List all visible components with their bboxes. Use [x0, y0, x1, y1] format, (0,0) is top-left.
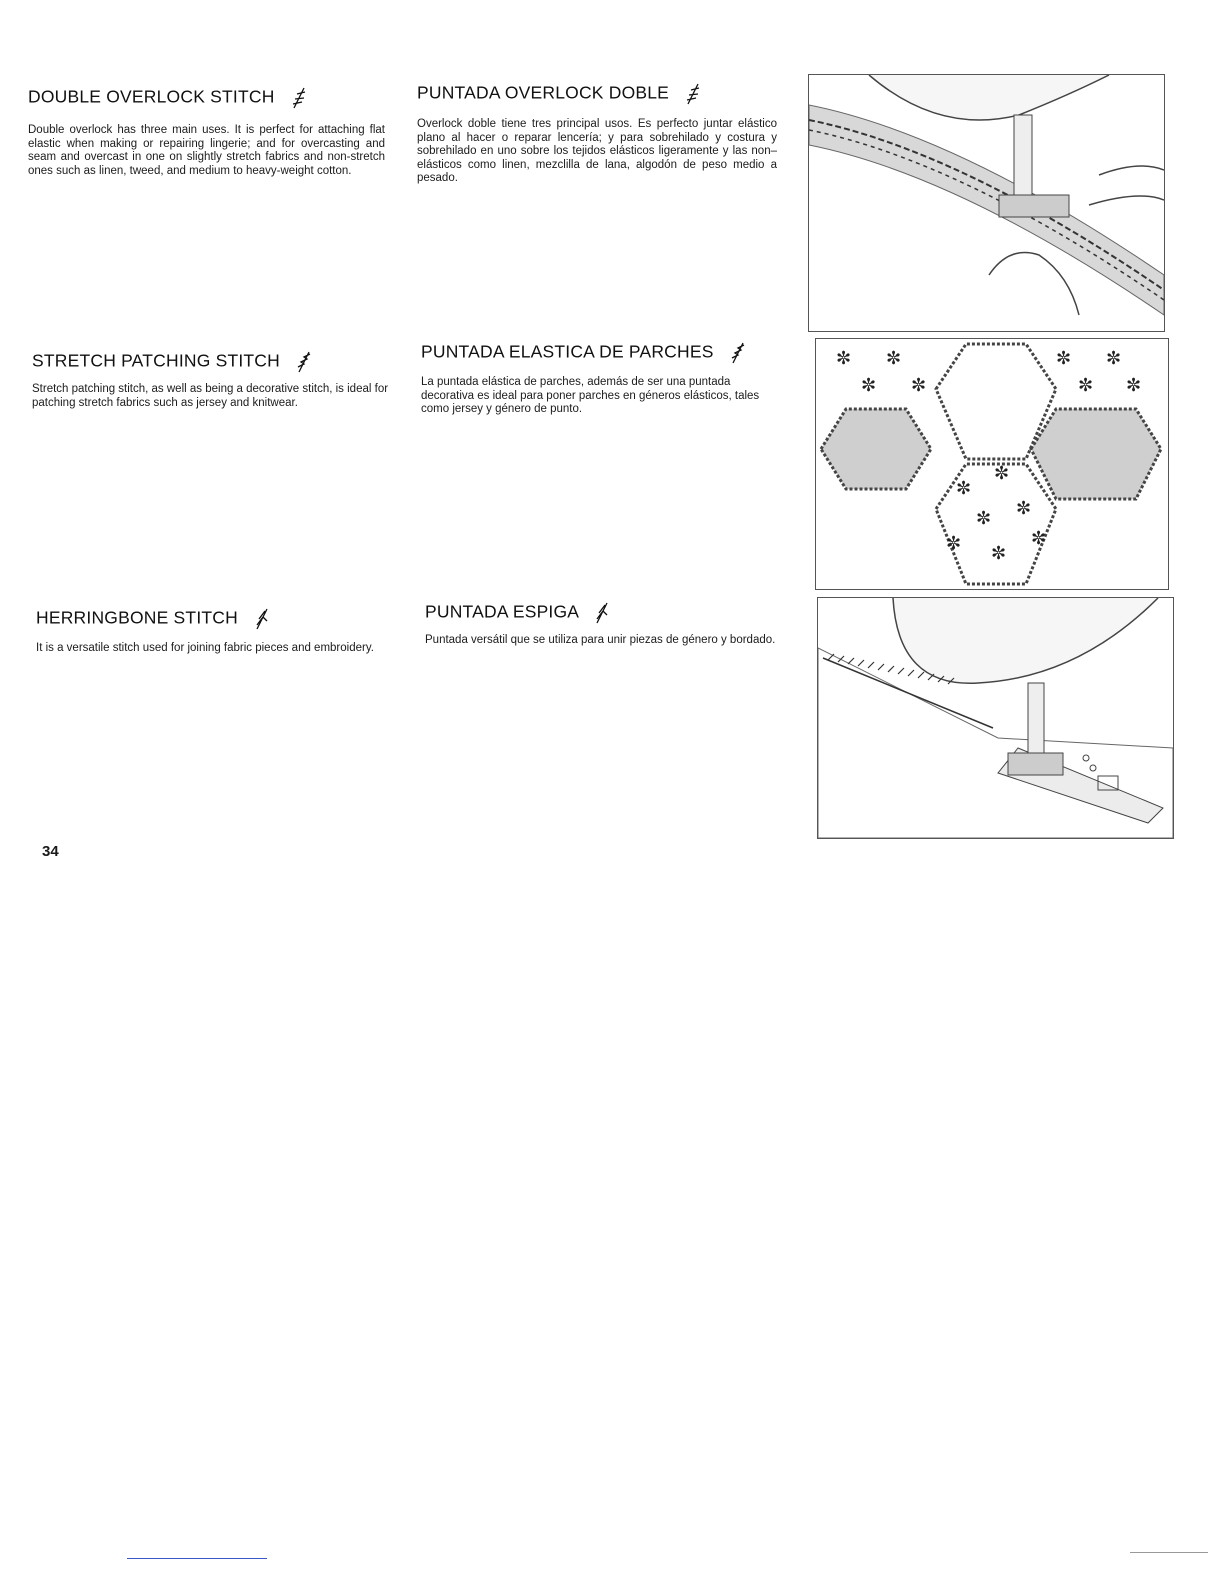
- overlock-doble-title: PUNTADA OVERLOCK DOBLE: [417, 82, 670, 103]
- svg-text:✼: ✼: [1031, 528, 1047, 549]
- page-number: 34: [42, 843, 59, 860]
- double-overlock-stitch-icon: [290, 86, 308, 110]
- espiga-heading: [425, 601, 611, 625]
- espiga-text: Puntada versátil que se utiliza para unir piezas de género y bordado.: [425, 634, 776, 646]
- stretch-patching-stitch-icon: [295, 350, 313, 374]
- espiga-title: PUNTADA ESPIGA: [425, 601, 579, 622]
- herringbone-stitch-icon: [253, 607, 271, 631]
- stretch-patching-stitch-icon: [729, 341, 747, 365]
- double-overlock-heading: [28, 86, 308, 110]
- herringbone-stitch-icon: [593, 601, 611, 625]
- herringbone-illustration: [817, 597, 1174, 839]
- svg-text:✼: ✼: [1126, 375, 1142, 396]
- svg-text:✼: ✼: [911, 375, 927, 396]
- stretch-patching-title: STRETCH PATCHING STITCH: [32, 350, 280, 371]
- svg-text:✼: ✼: [991, 543, 1007, 564]
- svg-text:✼: ✼: [861, 375, 877, 396]
- overlock-doble-heading: [417, 82, 702, 106]
- svg-text:✼: ✼: [1016, 498, 1032, 519]
- svg-text:✼: ✼: [1106, 348, 1122, 369]
- svg-text:✼: ✼: [1056, 348, 1072, 369]
- svg-text:✼: ✼: [994, 463, 1010, 484]
- herringbone-heading: [36, 607, 271, 631]
- overlock-doble-text: Overlock doble tiene tres principal usos. Es perfecto juntar elástico plano al hacer o reparar lencería; y para sobrehilado y costura y sobrehilado en uno sobre los tejidos elásticos ligeramente y las non–elásticos como linen, mezclilla de lana, algodón de peso medio a pesado.: [417, 118, 777, 185]
- herringbone-text: It is a versatile stitch used for joining fabric pieces and embroidery.: [36, 642, 374, 654]
- herringbone-title: HERRINGBONE STITCH: [36, 607, 238, 628]
- elastica-parches-title: PUNTADA ELASTICA DE PARCHES: [421, 341, 714, 362]
- footer-rule-left: [127, 1558, 267, 1559]
- stretch-patching-text: Stretch patching stitch, as well as being a decorative stitch, is ideal for patching stretch fabrics such as jersey and knitwear.: [32, 383, 389, 409]
- stretch-patching-illustration: [815, 338, 1169, 590]
- elastica-parches-text: La puntada elástica de parches, además de ser una puntada decorativa es ideal para poner parches en géneros elásticos, tales como jersey y género de punto.: [421, 376, 760, 416]
- double-overlock-text: Double overlock has three main uses. It is perfect for attaching flat elastic when making or repairing lingerie; and for overcasting and seam and overcast in one on slightly stretch fabrics and non-stretch ones such as linen, tweed, and medium to heavy-weight cotton.: [28, 124, 385, 177]
- double-overlock-title: DOUBLE OVERLOCK STITCH: [28, 86, 275, 107]
- svg-text:✼: ✼: [976, 508, 992, 529]
- double-overlock-stitch-icon: [684, 82, 702, 106]
- stretch-patching-heading: [32, 350, 313, 374]
- svg-text:✼: ✼: [946, 533, 962, 554]
- double-overlock-illustration: [808, 74, 1165, 332]
- svg-text:✼: ✼: [1078, 375, 1094, 396]
- svg-text:✼: ✼: [836, 348, 852, 369]
- svg-text:✼: ✼: [886, 348, 902, 369]
- svg-text:✼: ✼: [956, 478, 972, 499]
- elastica-parches-heading: [421, 341, 747, 365]
- footer-rule-right: [1130, 1552, 1208, 1553]
